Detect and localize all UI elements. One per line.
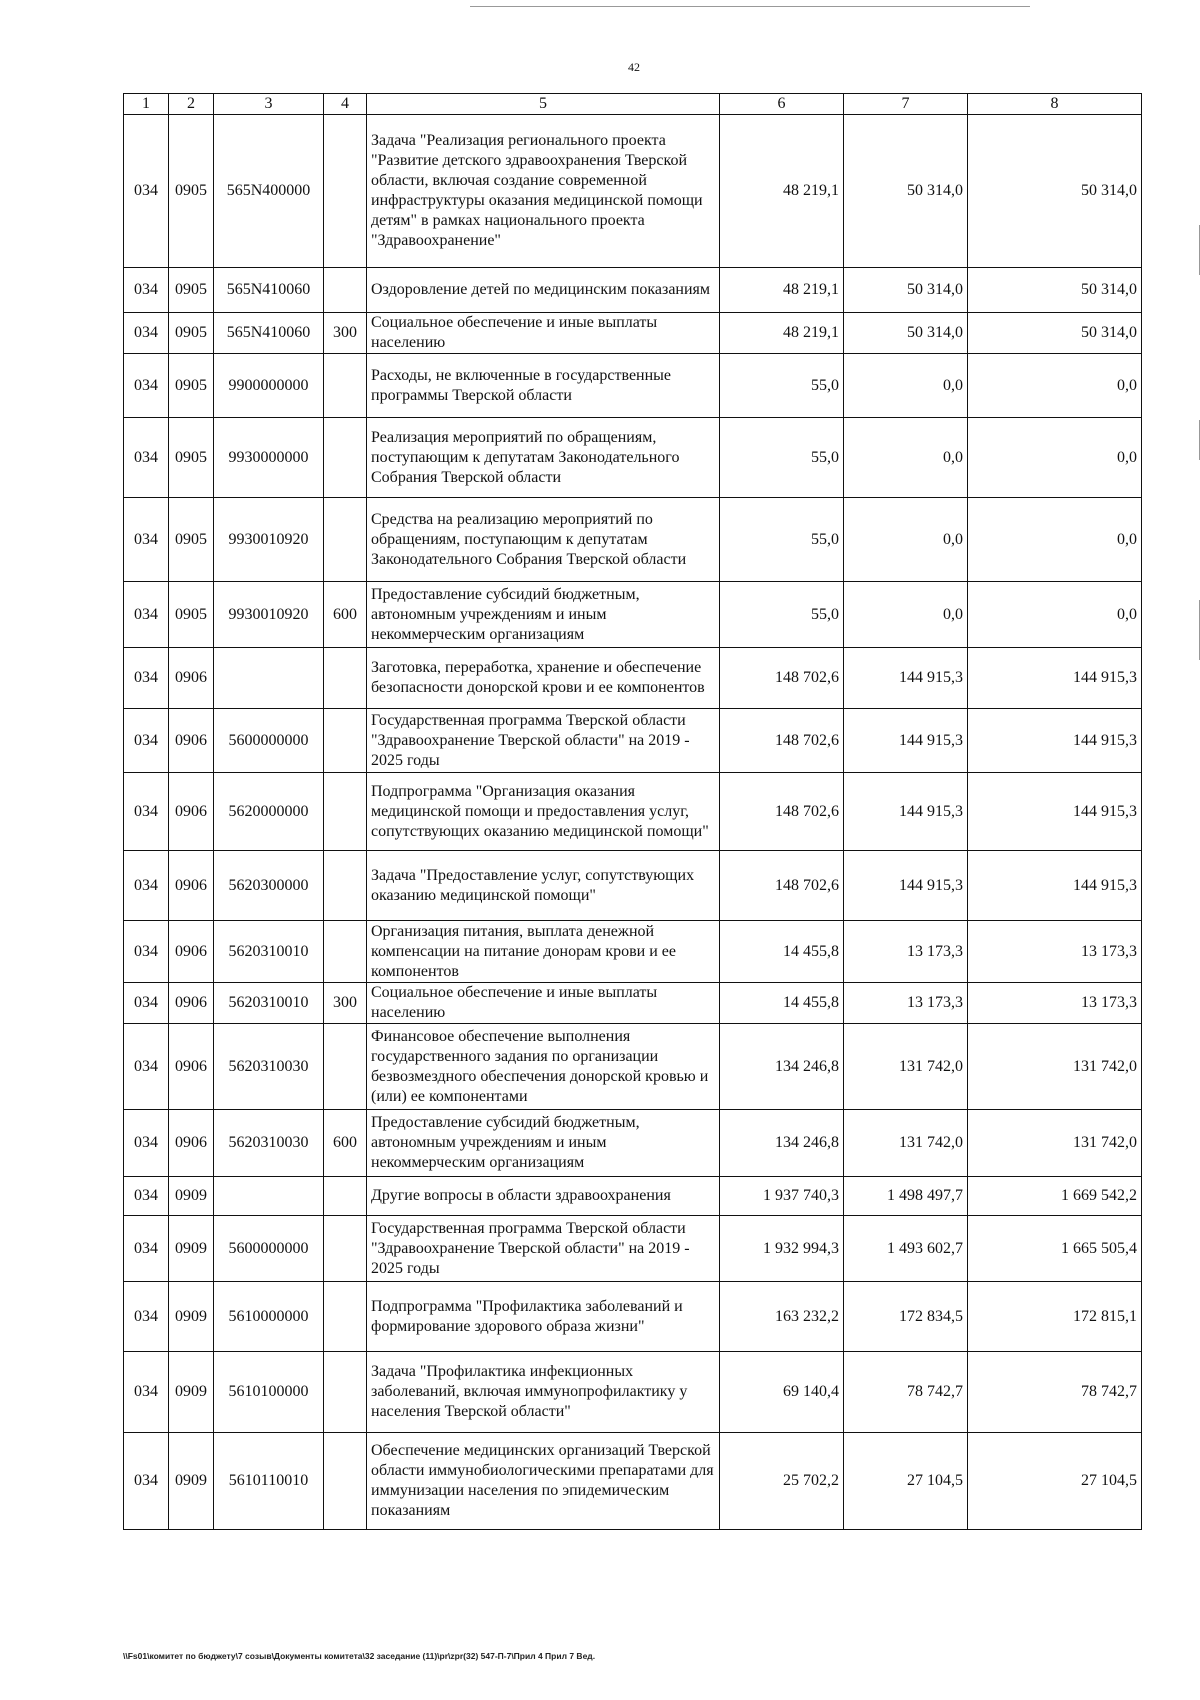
row-value-col6: 14 455,8 [720,983,844,1024]
row-value-col7: 0,0 [844,498,968,582]
row-value-col7: 131 742,0 [844,1110,968,1177]
table-row [124,498,1142,582]
row-value-col7: 144 915,3 [844,709,968,773]
row-chapter-code: 034 [124,1433,169,1530]
table-row [124,648,1142,709]
row-value-col7: 50 314,0 [844,115,968,268]
row-chapter-code: 034 [124,851,169,921]
row-chapter-code: 034 [124,983,169,1024]
table-row [124,115,1142,268]
row-target-code: 5620310010 [214,983,324,1024]
row-value-col8: 13 173,3 [968,921,1142,983]
table-row [124,313,1142,354]
row-description: Обеспечение медицинских организаций Тверской области иммунобиологическими препаратами для иммунизации населения по эпидемическим показаниям [367,1433,720,1530]
row-description: Заготовка, переработка, хранение и обеспечение безопасности донорской крови и ее компонентов [367,648,720,709]
row-chapter-code: 034 [124,418,169,498]
row-value-col8: 144 915,3 [968,773,1142,851]
row-value-col6: 148 702,6 [720,709,844,773]
row-target-code: 9930000000 [214,418,324,498]
row-value-col6: 163 232,2 [720,1282,844,1352]
row-description: Государственная программа Тверской области "Здравоохранение Тверской области" на 2019 - 2025 годы [367,709,720,773]
row-expense-type-code [324,1216,367,1282]
row-value-col8: 1 669 542,2 [968,1177,1142,1216]
table-row [124,418,1142,498]
row-target-code: 5620300000 [214,851,324,921]
table-row [124,1433,1142,1530]
row-value-col8: 50 314,0 [968,313,1142,354]
row-description: Организация питания, выплата денежной компенсации на питание донорам крови и ее компонентов [367,921,720,983]
row-value-col8: 13 173,3 [968,983,1142,1024]
row-value-col8: 172 815,1 [968,1282,1142,1352]
row-description: Подпрограмма "Профилактика заболеваний и формирование здорового образа жизни" [367,1282,720,1352]
row-section-code: 0909 [169,1433,214,1530]
row-description: Задача "Профилактика инфекционных заболеваний, включая иммунопрофилактику у населения Тверской области" [367,1352,720,1433]
row-section-code: 0906 [169,709,214,773]
row-value-col6: 48 219,1 [720,115,844,268]
row-description: Подпрограмма "Организация оказания медицинской помощи и предоставления услуг, сопутствующих оказанию медицинской помощи" [367,773,720,851]
row-section-code: 0905 [169,498,214,582]
row-expense-type-code [324,1024,367,1110]
row-target-code: 5620310030 [214,1110,324,1177]
row-expense-type-code [324,709,367,773]
row-value-col7: 13 173,3 [844,983,968,1024]
row-chapter-code: 034 [124,498,169,582]
row-chapter-code: 034 [124,1352,169,1433]
row-value-col8: 131 742,0 [968,1110,1142,1177]
row-target-code: 5620310010 [214,921,324,983]
row-target-code: 9930010920 [214,582,324,648]
row-expense-type-code [324,418,367,498]
column-header: 5 [367,94,720,115]
row-chapter-code: 034 [124,921,169,983]
row-target-code: 5600000000 [214,1216,324,1282]
row-value-col8: 0,0 [968,582,1142,648]
row-expense-type-code [324,1352,367,1433]
row-expense-type-code: 300 [324,313,367,354]
row-target-code: 565N410060 [214,313,324,354]
row-chapter-code: 034 [124,354,169,418]
row-value-col8: 50 314,0 [968,268,1142,313]
row-section-code: 0905 [169,582,214,648]
row-target-code: 565N400000 [214,115,324,268]
scan-top-line [470,6,1030,7]
row-value-col8: 131 742,0 [968,1024,1142,1110]
row-section-code: 0905 [169,354,214,418]
row-expense-type-code [324,1282,367,1352]
row-description: Задача "Предоставление услуг, сопутствующих оказанию медицинской помощи" [367,851,720,921]
row-description: Социальное обеспечение и иные выплаты населению [367,983,720,1024]
column-header: 2 [169,94,214,115]
row-value-col6: 25 702,2 [720,1433,844,1530]
row-value-col8: 0,0 [968,354,1142,418]
table-row [124,983,1142,1024]
row-section-code: 0909 [169,1177,214,1216]
row-expense-type-code [324,648,367,709]
table-row [124,1352,1142,1433]
row-value-col7: 144 915,3 [844,773,968,851]
row-value-col7: 131 742,0 [844,1024,968,1110]
row-value-col8: 1 665 505,4 [968,1216,1142,1282]
table-row [124,1177,1142,1216]
row-section-code: 0909 [169,1352,214,1433]
row-value-col8: 27 104,5 [968,1433,1142,1530]
row-value-col8: 78 742,7 [968,1352,1142,1433]
row-chapter-code: 034 [124,582,169,648]
row-expense-type-code [324,354,367,418]
row-expense-type-code [324,115,367,268]
row-value-col7: 144 915,3 [844,648,968,709]
row-value-col6: 55,0 [720,582,844,648]
row-value-col7: 1 493 602,7 [844,1216,968,1282]
row-expense-type-code [324,851,367,921]
row-value-col7: 27 104,5 [844,1433,968,1530]
row-target-code [214,1177,324,1216]
table-row [124,773,1142,851]
row-target-code: 565N410060 [214,268,324,313]
row-value-col8: 0,0 [968,498,1142,582]
row-description: Средства на реализацию мероприятий по обращениям, поступающим к депутатам Законодательного Собрания Тверской области [367,498,720,582]
row-value-col8: 0,0 [968,418,1142,498]
row-value-col8: 144 915,3 [968,709,1142,773]
column-number-row [124,94,1142,115]
row-chapter-code: 034 [124,268,169,313]
row-target-code: 5600000000 [214,709,324,773]
row-value-col6: 55,0 [720,418,844,498]
row-target-code [214,648,324,709]
row-section-code: 0905 [169,268,214,313]
row-section-code: 0906 [169,983,214,1024]
row-target-code: 5620310030 [214,1024,324,1110]
table-row [124,709,1142,773]
row-value-col7: 0,0 [844,418,968,498]
row-expense-type-code [324,1433,367,1530]
row-value-col7: 13 173,3 [844,921,968,983]
row-value-col6: 48 219,1 [720,268,844,313]
row-value-col7: 172 834,5 [844,1282,968,1352]
footer-file-path: \\Fs01\комитет по бюджету\7 созыв\Документы комитета\32 заседание (11)\pr\zpr(32) 547-П-7\Прил 4 Прил 7 Вед. [123,1651,596,1661]
column-header: 7 [844,94,968,115]
table-row [124,1282,1142,1352]
row-section-code: 0906 [169,1110,214,1177]
budget-table [123,93,1142,1530]
row-value-col7: 0,0 [844,582,968,648]
column-header: 6 [720,94,844,115]
row-description: Реализация мероприятий по обращениям, поступающим к депутатам Законодательного Собрания Тверской области [367,418,720,498]
row-target-code: 5610000000 [214,1282,324,1352]
column-header: 4 [324,94,367,115]
row-expense-type-code: 600 [324,582,367,648]
row-chapter-code: 034 [124,648,169,709]
row-section-code: 0905 [169,313,214,354]
row-description: Расходы, не включенные в государственные программы Тверской области [367,354,720,418]
row-target-code: 9900000000 [214,354,324,418]
row-section-code: 0905 [169,115,214,268]
row-target-code: 9930010920 [214,498,324,582]
row-section-code: 0906 [169,773,214,851]
row-value-col6: 134 246,8 [720,1110,844,1177]
row-chapter-code: 034 [124,773,169,851]
row-expense-type-code [324,268,367,313]
row-value-col6: 14 455,8 [720,921,844,983]
row-value-col6: 134 246,8 [720,1024,844,1110]
page-number: 42 [628,60,640,74]
row-expense-type-code [324,1177,367,1216]
row-chapter-code: 034 [124,1024,169,1110]
row-section-code: 0906 [169,1024,214,1110]
row-expense-type-code [324,498,367,582]
table-row [124,268,1142,313]
table-row [124,921,1142,983]
row-chapter-code: 034 [124,709,169,773]
row-chapter-code: 034 [124,1110,169,1177]
row-value-col7: 50 314,0 [844,268,968,313]
row-value-col7: 1 498 497,7 [844,1177,968,1216]
row-value-col6: 1 932 994,3 [720,1216,844,1282]
row-chapter-code: 034 [124,1282,169,1352]
table-row [124,354,1142,418]
row-section-code: 0906 [169,851,214,921]
row-value-col8: 144 915,3 [968,648,1142,709]
row-value-col6: 48 219,1 [720,313,844,354]
row-value-col6: 55,0 [720,498,844,582]
row-value-col6: 148 702,6 [720,648,844,709]
row-target-code: 5620000000 [214,773,324,851]
row-value-col6: 69 140,4 [720,1352,844,1433]
column-header: 3 [214,94,324,115]
row-description: Предоставление субсидий бюджетным, автономным учреждениям и иным некоммерческим организациям [367,1110,720,1177]
row-value-col8: 50 314,0 [968,115,1142,268]
row-target-code: 5610110010 [214,1433,324,1530]
row-value-col6: 148 702,6 [720,773,844,851]
row-section-code: 0909 [169,1282,214,1352]
row-description: Предоставление субсидий бюджетным, автономным учреждениям и иным некоммерческим организациям [367,582,720,648]
row-description: Оздоровление детей по медицинским показаниям [367,268,720,313]
row-expense-type-code [324,921,367,983]
row-value-col8: 144 915,3 [968,851,1142,921]
row-description: Задача "Реализация регионального проекта "Развитие детского здравоохранения Тверской области, включая создание современной инфраструктуры оказания медицинской помощи детям" в рамках национального проекта "Здравоохранение" [367,115,720,268]
row-chapter-code: 034 [124,1216,169,1282]
row-value-col7: 0,0 [844,354,968,418]
row-section-code: 0906 [169,921,214,983]
column-header: 8 [968,94,1142,115]
row-value-col7: 144 915,3 [844,851,968,921]
row-value-col7: 50 314,0 [844,313,968,354]
row-expense-type-code [324,773,367,851]
row-section-code: 0906 [169,648,214,709]
row-section-code: 0905 [169,418,214,498]
row-expense-type-code: 600 [324,1110,367,1177]
table-row [124,1024,1142,1110]
row-description: Государственная программа Тверской области "Здравоохранение Тверской области" на 2019 - 2025 годы [367,1216,720,1282]
row-value-col7: 78 742,7 [844,1352,968,1433]
row-chapter-code: 034 [124,115,169,268]
row-description: Другие вопросы в области здравоохранения [367,1177,720,1216]
row-value-col6: 55,0 [720,354,844,418]
table-row [124,851,1142,921]
row-value-col6: 1 937 740,3 [720,1177,844,1216]
table-row [124,1216,1142,1282]
row-value-col6: 148 702,6 [720,851,844,921]
row-target-code: 5610100000 [214,1352,324,1433]
row-description: Финансовое обеспечение выполнения государственного задания по организации безвозмездного обеспечения донорской кровью и (или) ее компонентами [367,1024,720,1110]
row-expense-type-code: 300 [324,983,367,1024]
row-chapter-code: 034 [124,1177,169,1216]
column-header: 1 [124,94,169,115]
row-section-code: 0909 [169,1216,214,1282]
table-row [124,582,1142,648]
row-description: Социальное обеспечение и иные выплаты населению [367,313,720,354]
row-chapter-code: 034 [124,313,169,354]
table-row [124,1110,1142,1177]
